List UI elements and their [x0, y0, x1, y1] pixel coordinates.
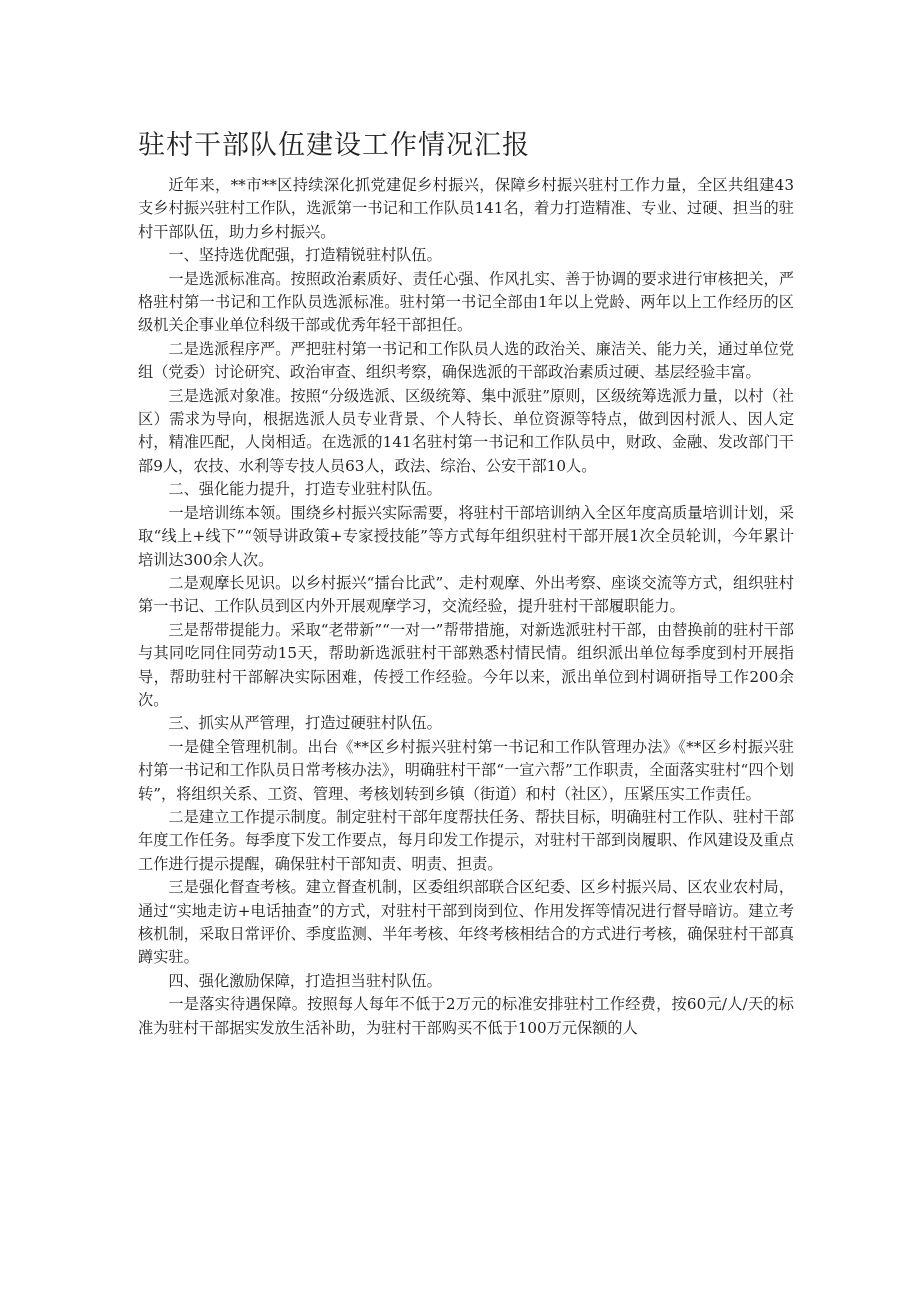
document-page — [138, 126, 794, 1040]
section-heading-4: 四、强化激励保障，打造担当驻村队伍。 — [168, 971, 442, 990]
section-heading-1: 一、坚持选优配强，打造精锐驻村队伍。 — [168, 246, 442, 265]
paragraph: 一是选派标准高。按照政治素质好、责任心强、作风扎实、善于协调的要求进行审核把关，严格驻村第一书记和工作队员选派标准。驻村第一书记全部由1年以上党龄、两年以上工作经历的区级机关企事业单位科级干部或优秀年轻干部担任。 — [138, 269, 794, 335]
paragraph: 二是建立工作提示制度。制定驻村干部年度帮扶任务、帮扶目标，明确驻村工作队、驻村干部年度工作任务。每季度下发工作要点，每月印发工作提示，对驻村干部到岗履职、作风建设及重点工作进行提示提醒，确保驻村干部知责、明责、担责。 — [138, 807, 794, 873]
paragraph: 三是帮带提能力。采取“老带新”“一对一”帮带措施，对新选派驻村干部，由替换前的驻村干部与其同吃同住同劳动15天，帮助新选派驻村干部熟悉村情民情。组织派出单位每季度到村开展指导，帮助驻村干部解决实际困难，传授工作经验。今年以来，派出单位到村调研指导工作200余次。 — [138, 620, 794, 709]
paragraph: 三是选派对象准。按照“分级选派、区级统筹、集中派驻”原则，区级统筹选派力量，以村（社区）需求为导向，根据选派人员专业背景、个人特长、单位资源等特点，做到因村派人、因人定村，精准匹配，人岗相适。在选派的141名驻村第一书记和工作队员中，财政、金融、发改部门干部9人，农技、水利等专技人员63人，政法、综治、公安干部10人。 — [138, 386, 794, 475]
paragraph: 三是强化督查考核。建立督查机制，区委组织部联合区纪委、区乡村振兴局、区农业农村局，通过“实地走访+电话抽查”的方式，对驻村干部到岗到位、作用发挥等情况进行督导暗访。建立考核机制，采取日常评价、季度监测、半年考核、年终考核相结合的方式进行考核，确保驻村干部真蹲实驻。 — [138, 878, 794, 967]
paragraph: 一是落实待遇保障。按照每人每年不低于2万元的标准安排驻村工作经费，按60元/人/天的标准为驻村干部据实发放生活补助，为驻村干部购买不低于100万元保额的人 — [138, 995, 794, 1037]
paragraph: 二是选派程序严。严把驻村第一书记和工作队员人选的政治关、廉洁关、能力关，通过单位党组（党委）讨论研究、政治审查、组织考察，确保选派的干部政治素质过硬、基层经验丰富。 — [138, 339, 794, 382]
section-heading-2: 二、强化能力提升，打造专业驻村队伍。 — [168, 480, 442, 499]
paragraph: 一是健全管理机制。出台《**区乡村振兴驻村第一书记和工作队管理办法》《**区乡村振兴驻村第一书记和工作队员日常考核办法》，明确驻村干部“一宣六帮”工作职责，全面落实驻村“四个划转”，将组织关系、工资、管理、考核划转到乡镇（街道）和村（社区），压紧压实工作责任。 — [138, 737, 794, 803]
paragraph: 二是观摩长见识。以乡村振兴“擂台比武”、走村观摩、外出考察、座谈交流等方式，组织驻村第一书记、工作队员到区内外开展观摩学习，交流经验，提升驻村干部履职能力。 — [138, 573, 794, 616]
paragraph-intro: 近年来，**市**区持续深化抓党建促乡村振兴，保障乡村振兴驻村工作力量，全区共组建43支乡村振兴驻村工作队，选派第一书记和工作队员141名，着力打造精准、专业、过硬、担当的驻村干部队伍，助力乡村振兴。 — [138, 176, 794, 241]
paragraph: 一是培训练本领。围绕乡村振兴实际需要，将驻村干部培训纳入全区年度高质量培训计划，采取“线上+线下”“领导讲政策+专家授技能”等方式每年组织驻村干部开展1次全员轮训，今年累计培训达300余人次。 — [138, 503, 794, 569]
document-title: 驻村干部队伍建设工作情况汇报 — [138, 130, 530, 161]
section-heading-3: 三、抓实从严管理，打造过硬驻村队伍。 — [168, 714, 442, 733]
